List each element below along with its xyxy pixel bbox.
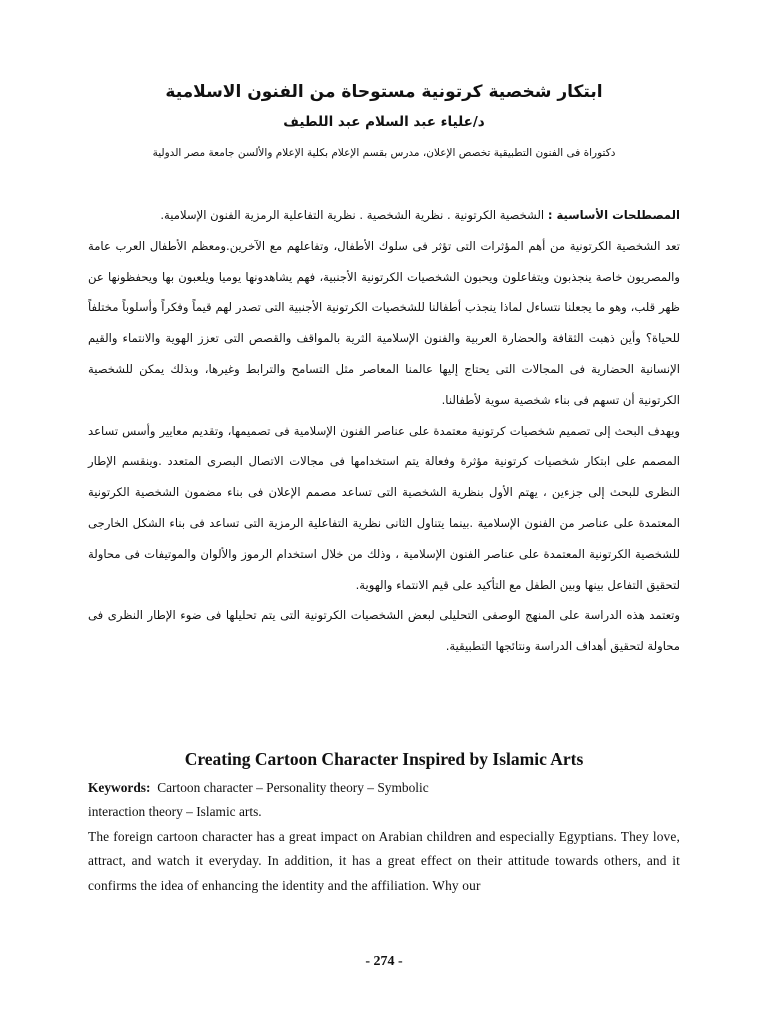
- arabic-keywords: [88, 200, 680, 231]
- arabic-keywords-text: الشخصية الكرتونية . نظرية الشخصية . نظرية التفاعلية الرمزية الفنون الإسلامية.: [160, 208, 545, 222]
- english-keywords-line-1: Cartoon character – Personality theory – Symbolic: [157, 780, 429, 795]
- english-title: Creating Cartoon Character Inspired by Islamic Arts: [184, 749, 584, 769]
- arabic-paragraph-3: وتعتمد هذه الدراسة على المنهج الوصفى التحليلى لبعض الشخصيات الكرتونية التى يتم تحليلها فى ضوء الإطار النظرى فى محاولة لتحقيق أهداف الدراسة ونتائجها التطبيقية.: [88, 608, 680, 654]
- arabic-abstract: [88, 200, 680, 662]
- english-keywords-line-2: interaction theory – Islamic arts.: [88, 804, 262, 820]
- english-abstract: [88, 776, 680, 898]
- arabic-author: د/علياء عبد السلام عبد اللطيف: [283, 114, 485, 130]
- arabic-keywords-label: المصطلحات الأساسية :: [547, 208, 680, 222]
- arabic-affiliation: دكتوراة فى الفنون التطبيقية تخصص الإعلان، مدرس بقسم الإعلام بكلية الإعلام والألسن جامعة مصر الدولية: [152, 147, 616, 159]
- english-keywords: [88, 776, 680, 800]
- arabic-paragraph-1: تعد الشخصية الكرتونية من أهم المؤثرات التى تؤثر فى سلوك الأطفال، وتفاعلهم مع الآخرين.ومعظم الأطفال العرب عامة والمصريون خاصة ينجذبون ويتفاعلون ويحبون الشخصيات الكرتونية الأجنبية، فهم يشاهدونها يوميا ويلعبون بها ويحفظونها عن ظهر قلب، وهو ما يجعلنا نتساءل لماذا ينجذب أطفالنا للشخصيات الكرتونية الأجنبية التى تصدر لهم قيماً وفكراً وأسلوباً مختلفاً للحياة؟ وأين ذهبت الثقافة والحضارة العربية والفنون الإسلامية الثرية بالمواقف والقصص التى تعزز الهوية والانتماء والقيم الإنسانية الحضارية فى المجالات التى يحتاج إليها عالمنا المعاصر مثل التسامح والترابط وغيرها، وبذلك يمكن للشخصية الكرتونية أن تسهم فى بناء شخصية سوية لأطفالنا.: [88, 238, 680, 407]
- arabic-title: ابتكار شخصية كرتونية مستوحاة من الفنون الاسلامية: [165, 82, 603, 102]
- page-number: - 274 -: [365, 954, 403, 969]
- english-keywords-label: Keywords:: [88, 780, 151, 795]
- english-paragraph: The foreign cartoon character has a great impact on Arabian children and especially Egyptians. They love, attract, and watch it everyday. In addition, it has a great effect on their attitude towards others, and it confirms the idea of enhancing the identity and the affiliation. Why our: [88, 828, 680, 893]
- arabic-paragraph-2: ويهدف البحث إلى تصميم شخصيات كرتونية معتمدة على عناصر الفنون الإسلامية فى تصميمها، وتقديم معايير وأسس تساعد المصمم على ابتكار شخصيات كرتونية مؤثرة وفعالة يتم استخدامها فى مجالات الاتصال البصرى المتعدد .وينقسم الإطار النظرى للبحث إلى جزءين ، يهتم الأول بنظرية الشخصية التى تساعد مصمم الإعلان فى بناء مضمون الشخصية الكرتونية المعتمدة على عناصر من الفنون الإسلامية .بينما يتناول الثانى نظرية التفاعلية الرمزية التى تساعد فى بناء الشكل الخارجى للشخصية الكرتونية المعتمدة على عناصر الفنون الإسلامية ، وذلك من خلال استخدام الرموز والألوان والموتيفات فى محاولة لتحقيق التفاعل بينها وبين الطفل مع التأكيد على قيم الانتماء والهوية.: [88, 423, 680, 592]
